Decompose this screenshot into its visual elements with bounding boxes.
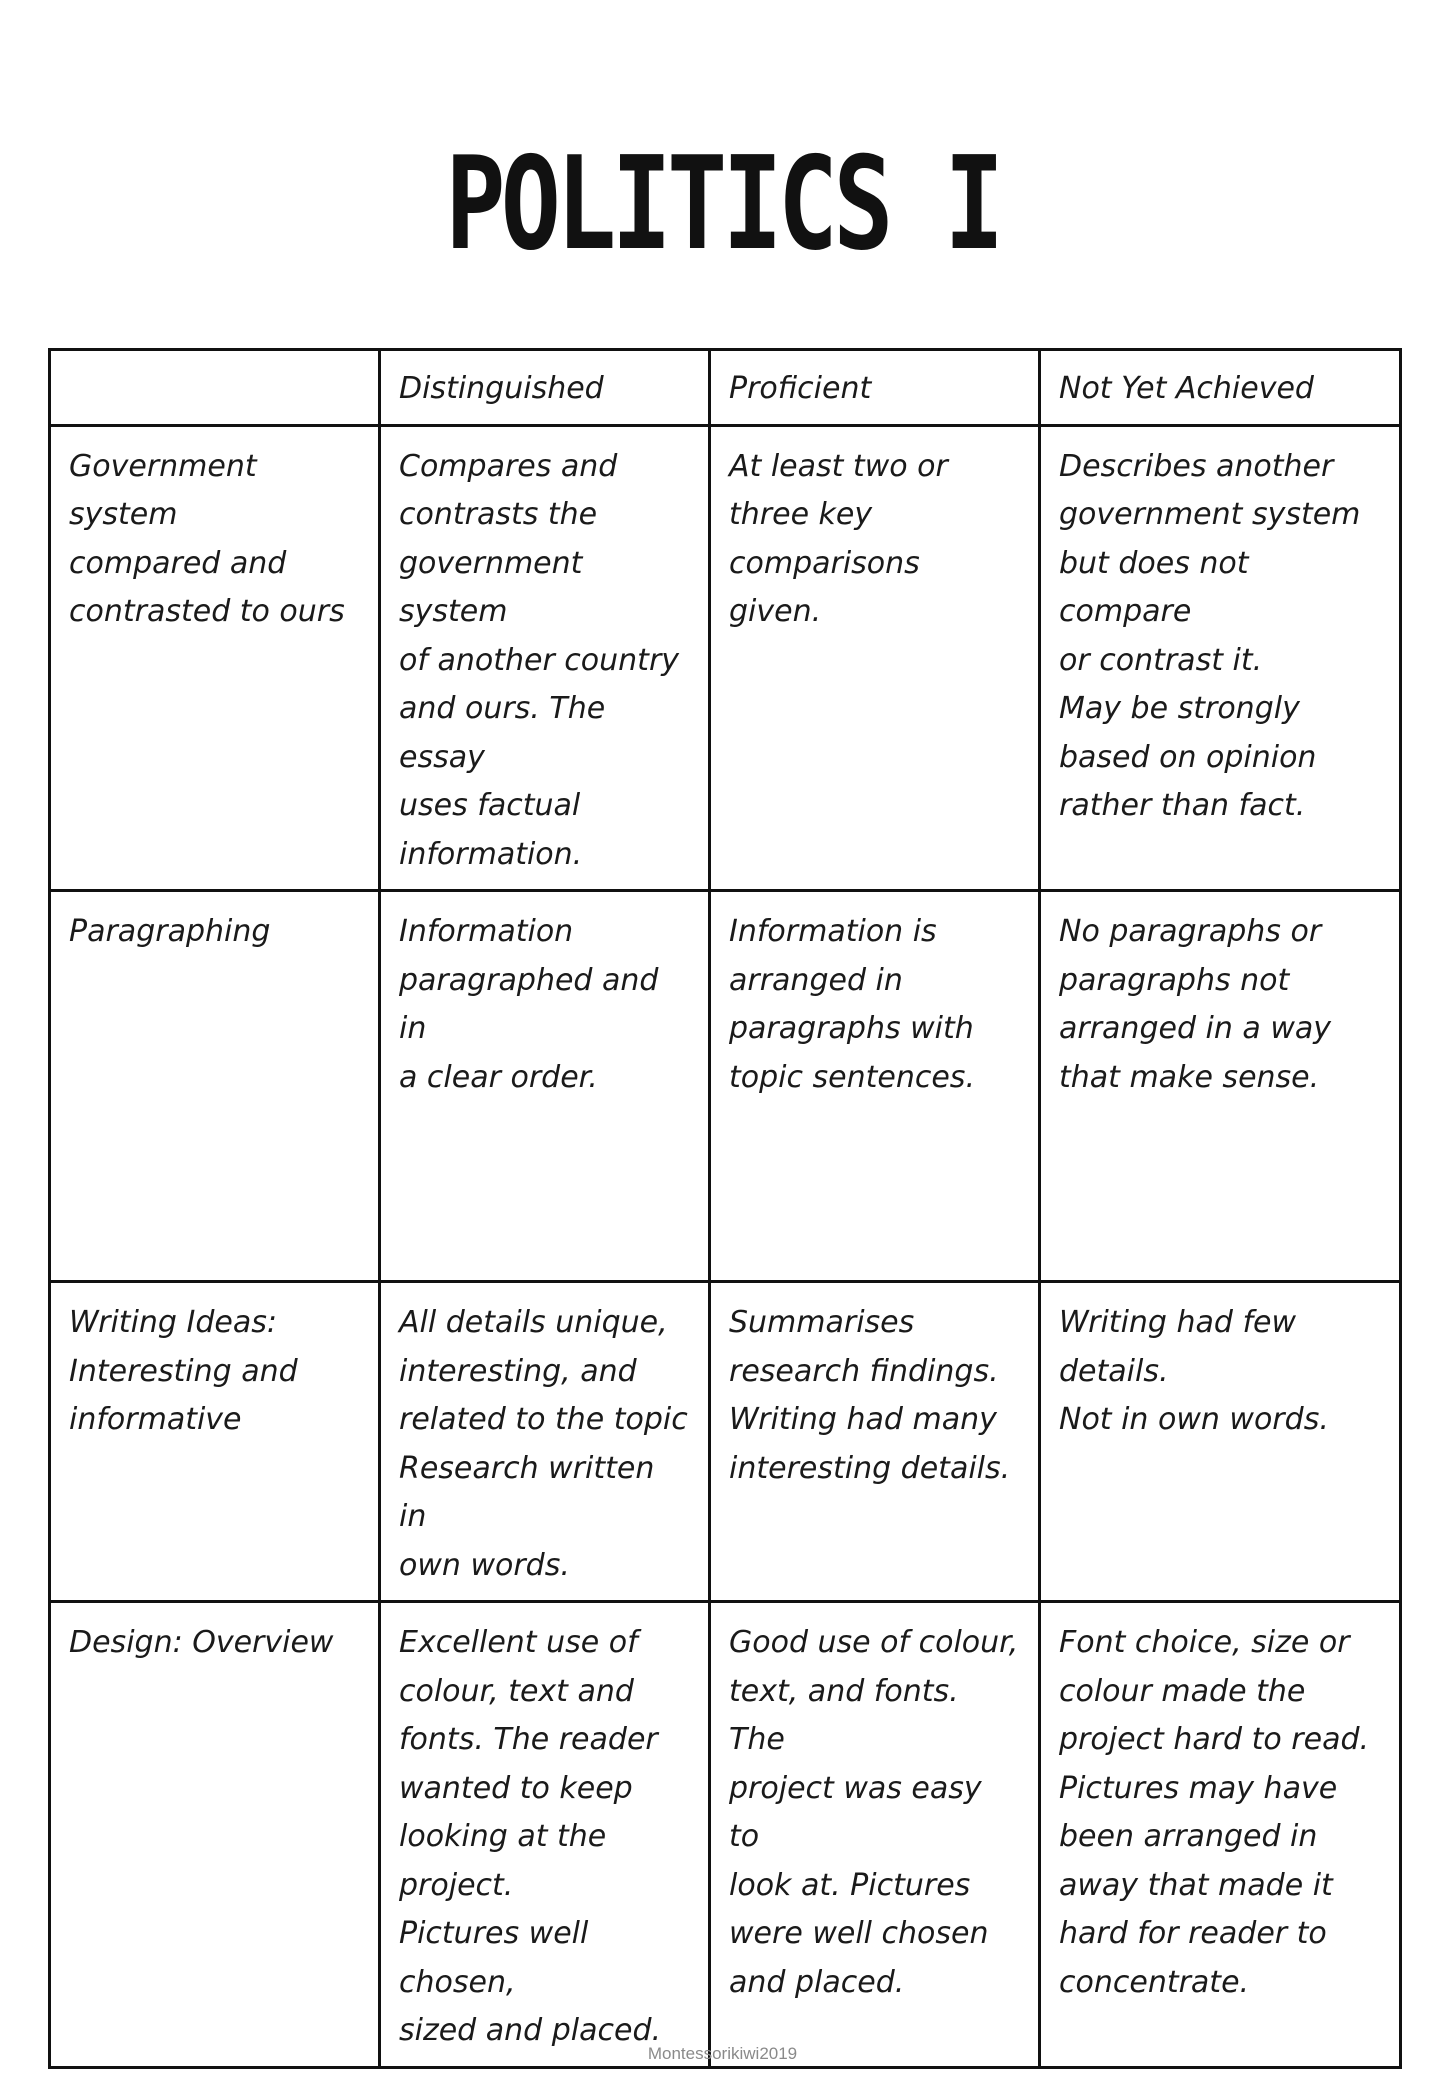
criterion-cell: Design: Overview: [50, 1602, 380, 2068]
distinguished-cell: All details unique, interesting, and related to the topic Research written in own words.: [380, 1282, 710, 1602]
table-row: [50, 1602, 1401, 2068]
criterion-cell: Paragraphing: [50, 891, 380, 1282]
proficient-cell: Summarises research findings. Writing had many interesting details.: [710, 1282, 1040, 1602]
table-row: [50, 425, 1401, 891]
not-yet-achieved-cell: Font choice, size or colour made the project hard to read. Pictures may have been arranged in away that made it hard for reader to concentrate.: [1040, 1602, 1401, 2068]
proficient-cell: Information is arranged in paragraphs with topic sentences.: [710, 891, 1040, 1282]
not-yet-achieved-cell: Writing had few details. Not in own words.: [1040, 1282, 1401, 1602]
distinguished-cell: Compares and contrasts the government system of another country and ours. The essay uses factual information.: [380, 425, 710, 891]
proficient-cell: At least two or three key comparisons given.: [710, 425, 1040, 891]
not-yet-achieved-cell: Describes another government system but does not compare or contrast it. May be strongly based on opinion rather than fact.: [1040, 425, 1401, 891]
header-cell-not-yet-achieved: Not Yet Achieved: [1040, 350, 1401, 426]
page-title: POLITICS I: [445, 130, 1000, 279]
header-cell-empty: [50, 350, 380, 426]
header-cell-distinguished: Distinguished: [380, 350, 710, 426]
distinguished-cell: Excellent use of colour, text and fonts. The reader wanted to keep looking at the project. Pictures well chosen, sized and placed.: [380, 1602, 710, 2068]
table-row: [50, 891, 1401, 1282]
proficient-cell: Good use of colour, text, and fonts. The project was easy to look at. Pictures were well chosen and placed.: [710, 1602, 1040, 2068]
header-cell-proficient: Proficient: [710, 350, 1040, 426]
rubric-table: [48, 348, 1402, 2069]
not-yet-achieved-cell: No paragraphs or paragraphs not arranged in a way that make sense.: [1040, 891, 1401, 1282]
distinguished-cell: Information paragraphed and in a clear order.: [380, 891, 710, 1282]
criterion-cell: Government system compared and contrasted to ours: [50, 425, 380, 891]
table-header-row: [50, 350, 1401, 426]
criterion-cell: Writing Ideas: Interesting and informative: [50, 1282, 380, 1602]
footer-credit: Montessorikiwi2019: [647, 2044, 798, 2063]
table-row: [50, 1282, 1401, 1602]
